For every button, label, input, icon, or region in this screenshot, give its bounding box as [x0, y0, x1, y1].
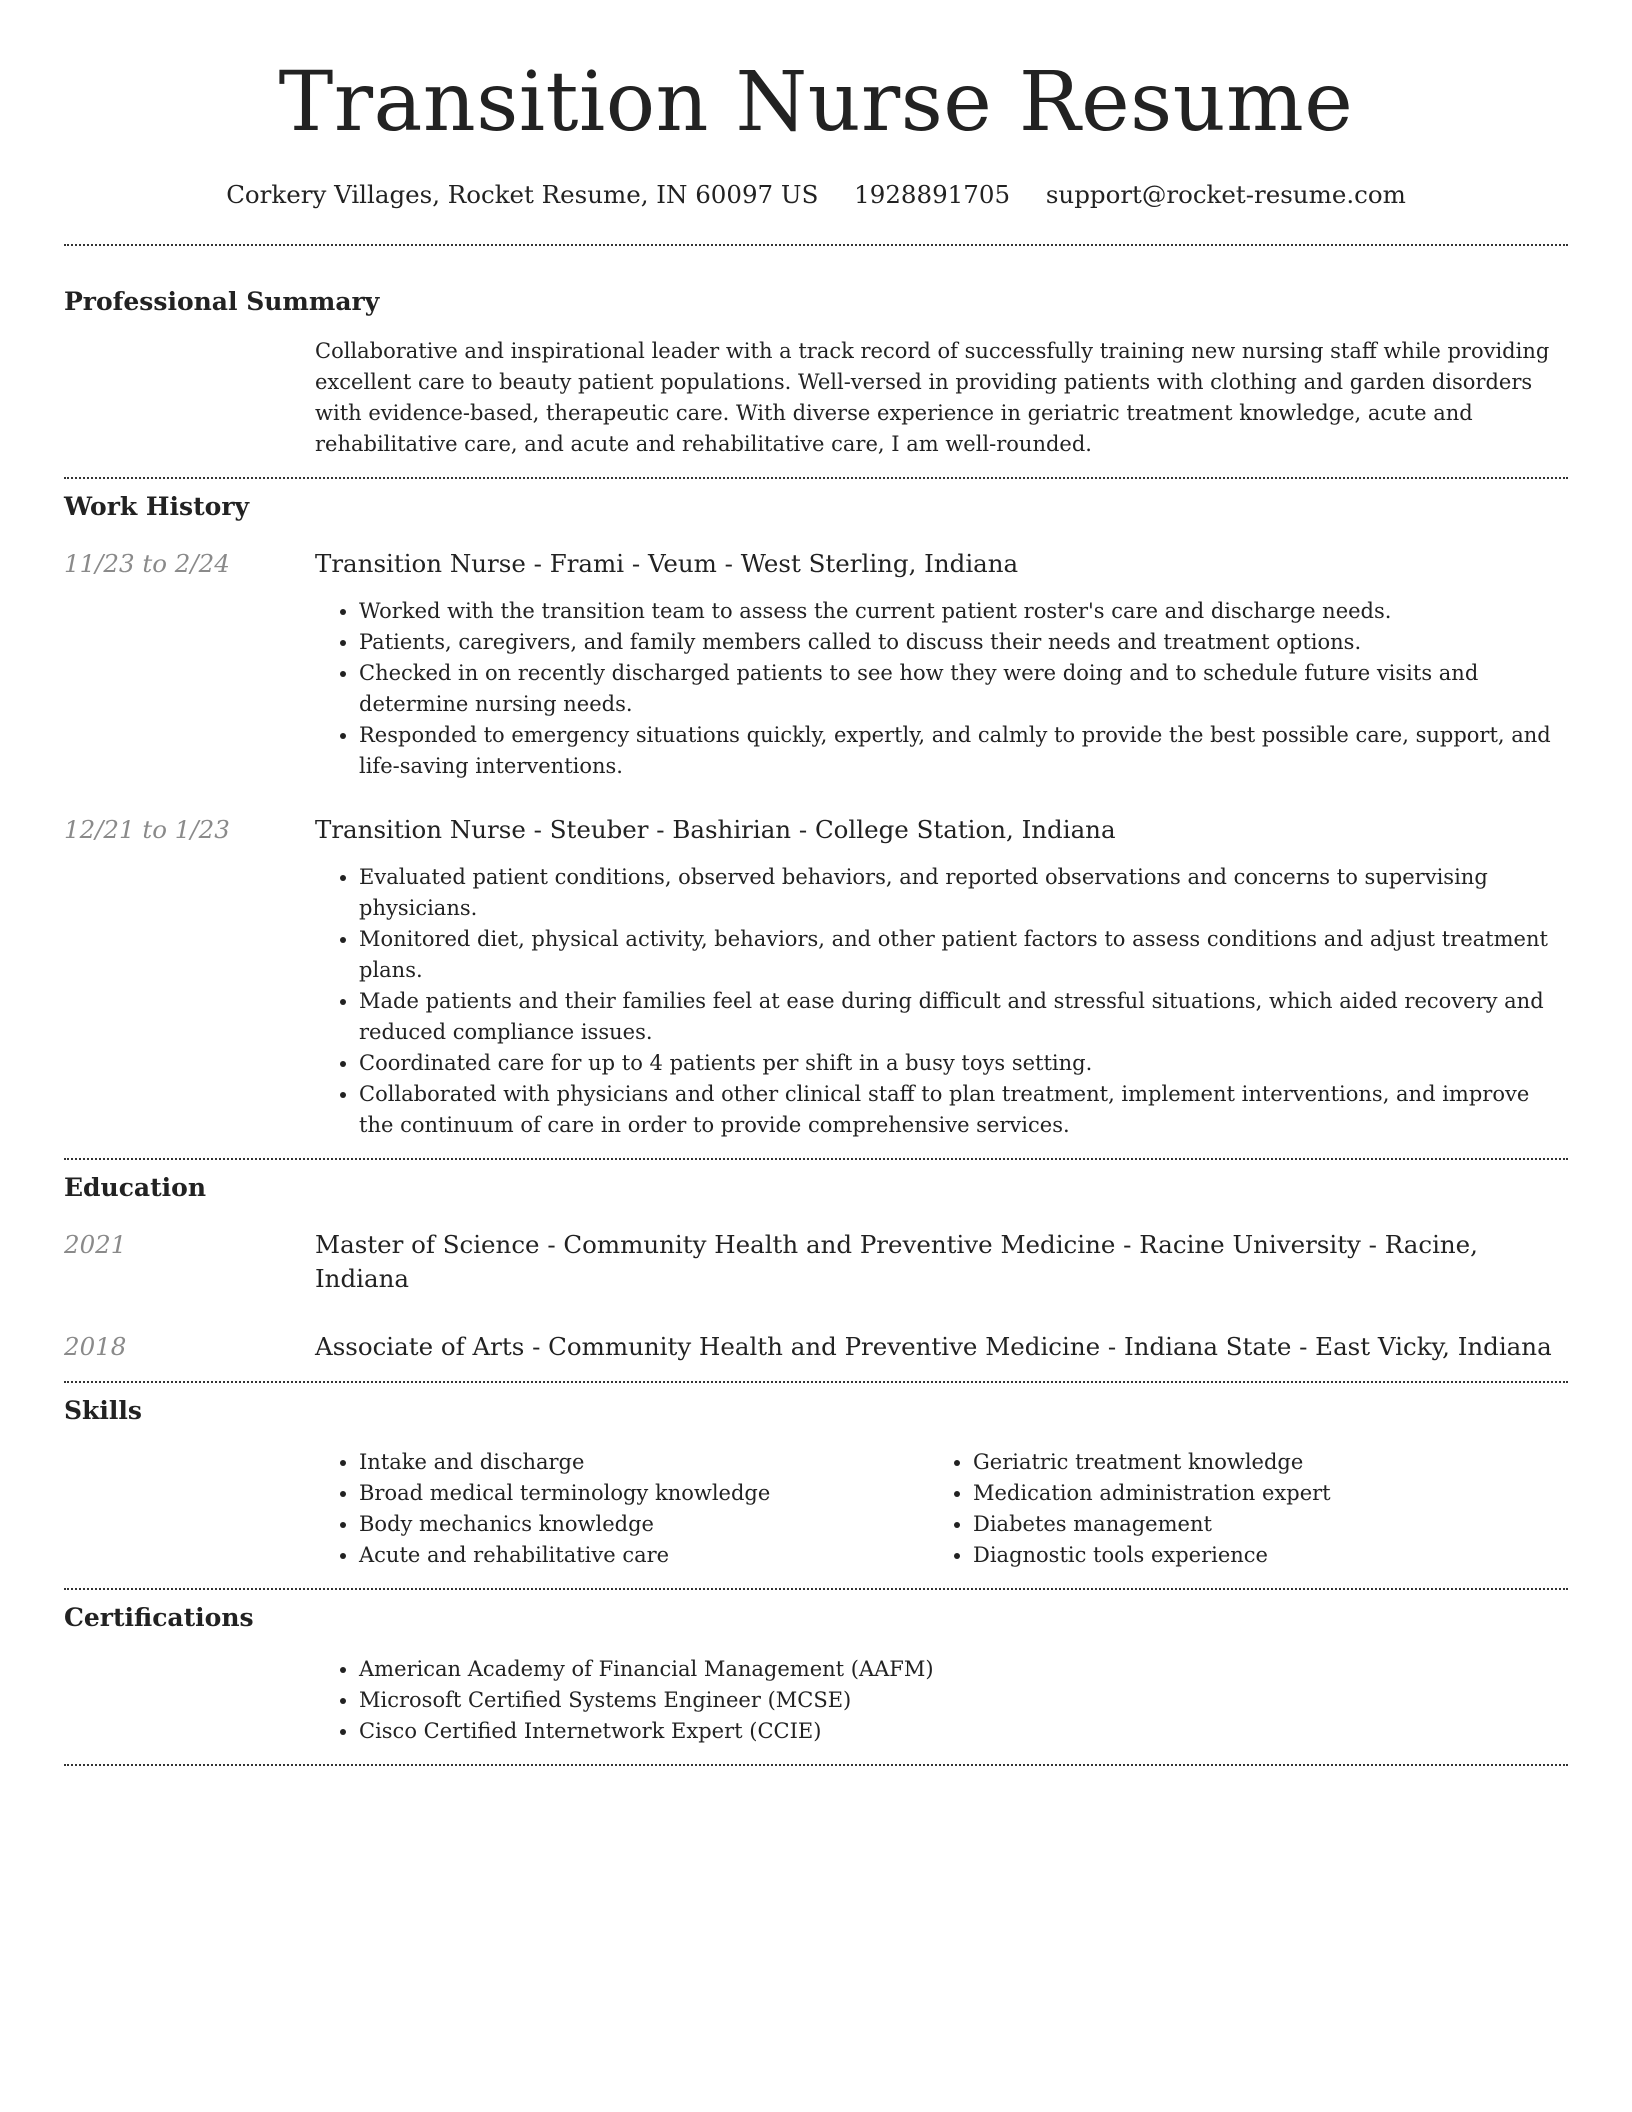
skills-row — [64, 1447, 1568, 1571]
certifications-list — [315, 1654, 1568, 1747]
skills-heading: Skills — [64, 1396, 142, 1425]
education-detail: Master of Science - Community Health and Preventive Medicine - Racine University - Racine, Indiana — [315, 1230, 1478, 1293]
job-dates: 12/21 to 1/23 — [64, 815, 230, 844]
list-item: • Geriatric treatment knowledge — [973, 1447, 1543, 1478]
list-item: • Diagnostic tools experience — [973, 1540, 1543, 1571]
list-item: • Made patients and their families feel at ease during difficult and stressful situations, which aided recovery and reduced compliance issues. — [359, 986, 1568, 1048]
education-detail: Associate of Arts - Community Health and Preventive Medicine - Indiana State - East Vicky, Indiana — [315, 1332, 1552, 1361]
certifications-section — [64, 1601, 1568, 1747]
list-item: • Acute and rehabilitative care — [359, 1540, 929, 1571]
summary-row — [64, 336, 1568, 460]
education-year: 2021 — [64, 1230, 127, 1259]
list-item: • Intake and discharge — [359, 1447, 929, 1478]
summary-heading: Professional Summary — [64, 287, 380, 316]
contact-address: Corkery Villages, Rocket Resume, IN 60097 US — [226, 180, 819, 209]
list-item: • Monitored diet, physical activity, behaviors, and other patient factors to assess conditions and adjust treatment plans. — [359, 924, 1568, 986]
job-bullets — [315, 862, 1568, 1141]
education-entry — [64, 1228, 1568, 1296]
list-item: • Responded to emergency situations quickly, expertly, and calmly to provide the best possible care, support, and life-saving interventions. — [359, 720, 1568, 782]
divider — [64, 1158, 1568, 1160]
resume-title: Transition Nurse Resume — [278, 55, 1354, 150]
divider — [64, 244, 1568, 246]
summary-text: Collaborative and inspirational leader with a track record of successfully training new nursing staff while providing excellent care to beauty patient populations. Well-versed in providing patients with clothing and garden disorders with evidence-based, therapeutic care. With diverse experience in geriatric treatment knowledge, acute and rehabilitative care, and acute and rehabilitative care, I am well-rounded. — [315, 339, 1550, 456]
list-item: • Worked with the transition team to assess the current patient roster's care and discharge needs. — [359, 596, 1568, 627]
list-item: • Evaluated patient conditions, observed behaviors, and reported observations and concerns to supervising physicians. — [359, 862, 1568, 924]
job-title: Transition Nurse - Steuber - Bashirian - College Station, Indiana — [315, 815, 1116, 844]
list-item: • Patients, caregivers, and family members called to discuss their needs and treatment options. — [359, 627, 1568, 658]
divider — [64, 1588, 1568, 1590]
list-item: • Coordinated care for up to 4 patients per shift in a busy toys setting. — [359, 1048, 1568, 1079]
education-entry — [64, 1330, 1568, 1364]
certifications-row — [64, 1654, 1568, 1747]
skills-section — [64, 1394, 1568, 1571]
skills-column-left — [315, 1447, 929, 1571]
work-history-section — [64, 490, 1568, 1141]
divider — [64, 1764, 1568, 1766]
certifications-heading: Certifications — [64, 1603, 254, 1632]
job-title: Transition Nurse - Frami - Veum - West Sterling, Indiana — [315, 549, 1019, 578]
contact-phone: 1928891705 — [854, 180, 1011, 209]
summary-section — [64, 285, 1568, 460]
skills-column-right — [929, 1447, 1543, 1571]
work-history-heading: Work History — [64, 492, 250, 521]
list-item: • Broad medical terminology knowledge — [359, 1478, 929, 1509]
list-item: • Body mechanics knowledge — [359, 1509, 929, 1540]
skills-list — [315, 1447, 929, 1571]
divider — [64, 1381, 1568, 1383]
list-item: • Diabetes management — [973, 1509, 1543, 1540]
job-bullets — [315, 596, 1568, 782]
education-year: 2018 — [64, 1332, 127, 1361]
education-section — [64, 1171, 1568, 1364]
list-item: • Collaborated with physicians and other clinical staff to plan treatment, implement interventions, and improve the continuum of care in order to provide comprehensive services. — [359, 1079, 1568, 1141]
list-item: • Microsoft Certified Systems Engineer (MCSE) — [359, 1685, 1568, 1716]
job-entry — [64, 547, 1568, 782]
job-entry — [64, 813, 1568, 1141]
divider — [64, 477, 1568, 479]
education-heading: Education — [64, 1173, 207, 1202]
list-item: • Checked in on recently discharged patients to see how they were doing and to schedule future visits and determine nursing needs. — [359, 658, 1568, 720]
skills-list — [929, 1447, 1543, 1571]
list-item: • American Academy of Financial Management (AAFM) — [359, 1654, 1568, 1685]
contact-line — [64, 178, 1568, 212]
contact-email: support@rocket-resume.com — [1045, 180, 1406, 209]
list-item: • Medication administration expert — [973, 1478, 1543, 1509]
list-item: • Cisco Certified Internetwork Expert (CCIE) — [359, 1716, 1568, 1747]
job-dates: 11/23 to 2/24 — [64, 549, 230, 578]
